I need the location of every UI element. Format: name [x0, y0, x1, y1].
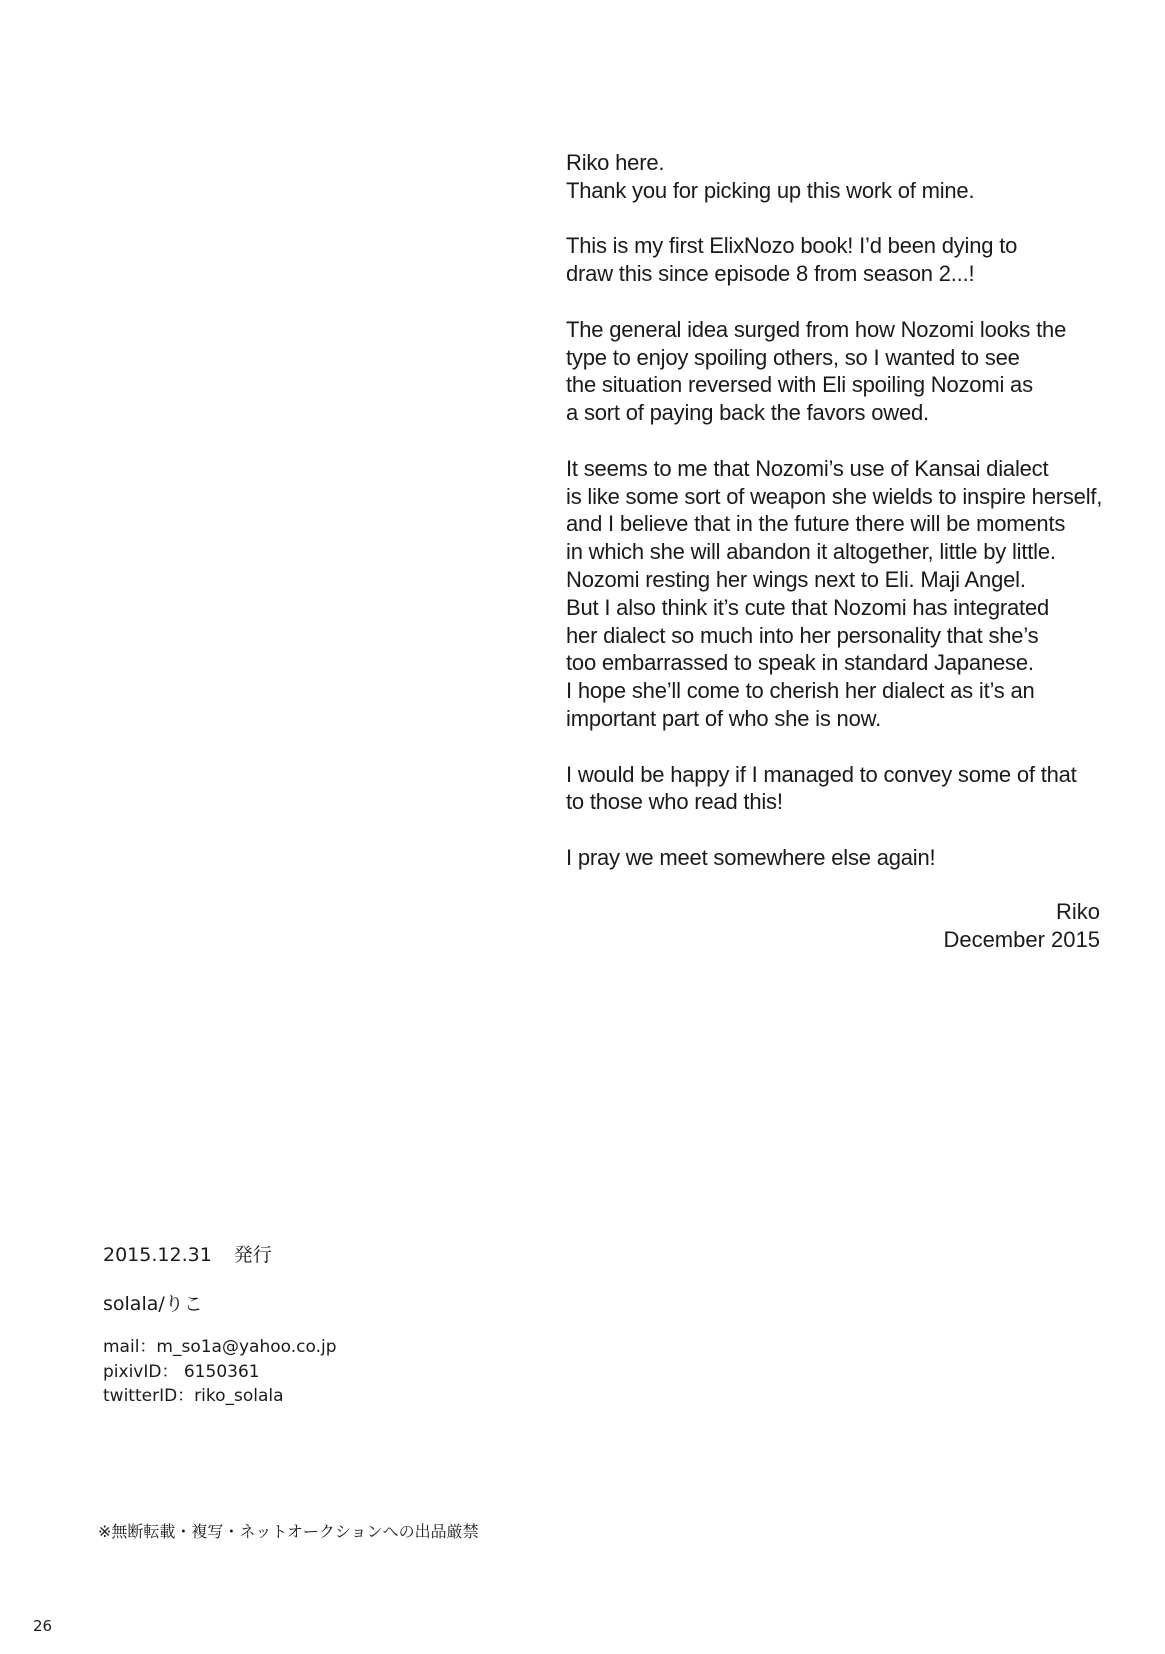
afterword-line: type to enjoy spoiling others, so I wanted to see: [566, 344, 1020, 370]
signature-date: December 2015: [943, 926, 1100, 952]
afterword-paragraph-convey: [566, 761, 1126, 817]
afterword-line: Thank you for picking up this work of mine.: [566, 177, 975, 203]
afterword-line: Nozomi resting her wings next to Eli. Maji Angel.: [566, 566, 1026, 592]
afterword-paragraph-dialect: [566, 455, 1126, 733]
afterword-line: a sort of paying back the favors owed.: [566, 400, 929, 426]
signature: [566, 898, 1100, 954]
afterword-line: This is my first ElixNozo book! I’d been dying to: [566, 233, 1018, 259]
afterword-line: The general idea surged from how Nozomi looks the: [566, 316, 1067, 342]
afterword-paragraph-greeting: [566, 149, 1126, 205]
publication-date-value: 2015.12.31: [103, 1244, 212, 1266]
contact-info: [103, 1335, 337, 1409]
afterword-line: to those who read this!: [566, 789, 783, 815]
afterword-line: important part of who she is now.: [566, 705, 882, 731]
contact-pixiv: pixivID： 6150361: [103, 1361, 260, 1382]
afterword-line: But I also think it’s cute that Nozomi has integrated: [566, 594, 1050, 620]
copyright-notice: ※無断転載・複写・ネットオークションへの出品厳禁: [98, 1522, 479, 1541]
afterword-line: the situation reversed with Eli spoiling Nozomi as: [566, 372, 1033, 398]
circle-name: solala/りこ: [103, 1293, 203, 1315]
afterword-paragraph-farewell: [566, 844, 1126, 872]
afterword-paragraph-first-book: [566, 232, 1126, 288]
afterword-line: in which she will abandon it altogether, little by little.: [566, 539, 1056, 565]
afterword-line: too embarrassed to speak in standard Japanese.: [566, 650, 1034, 676]
afterword-line: and I believe that in the future there will be moments: [566, 511, 1066, 537]
contact-twitter: twitterID：riko_solala: [103, 1386, 284, 1406]
publication-issue-label: 発行: [233, 1244, 272, 1266]
afterword-paragraph-idea: [566, 316, 1126, 427]
afterword-line: I hope she’ll come to cherish her dialect as it’s an: [566, 678, 1035, 704]
afterword-line: It seems to me that Nozomi’s use of Kansai dialect: [566, 455, 1049, 481]
signature-name: Riko: [1055, 899, 1100, 924]
afterword-text: [566, 149, 1126, 900]
afterword-line: I would be happy if I managed to convey some of that: [566, 761, 1077, 787]
afterword-line: draw this since episode 8 from season 2...!: [566, 261, 975, 287]
afterword-line: is like some sort of weapon she wields to inspire herself,: [566, 483, 1103, 509]
contact-mail: mail：m_so1a@yahoo.co.jp: [103, 1337, 337, 1357]
publication-date: [103, 1240, 272, 1267]
page-number: 26: [33, 1617, 53, 1635]
afterword-line: her dialect so much into her personality that she’s: [566, 622, 1039, 648]
afterword-line: Riko here.: [566, 150, 665, 175]
afterword-line: I pray we meet somewhere else again!: [566, 844, 936, 870]
